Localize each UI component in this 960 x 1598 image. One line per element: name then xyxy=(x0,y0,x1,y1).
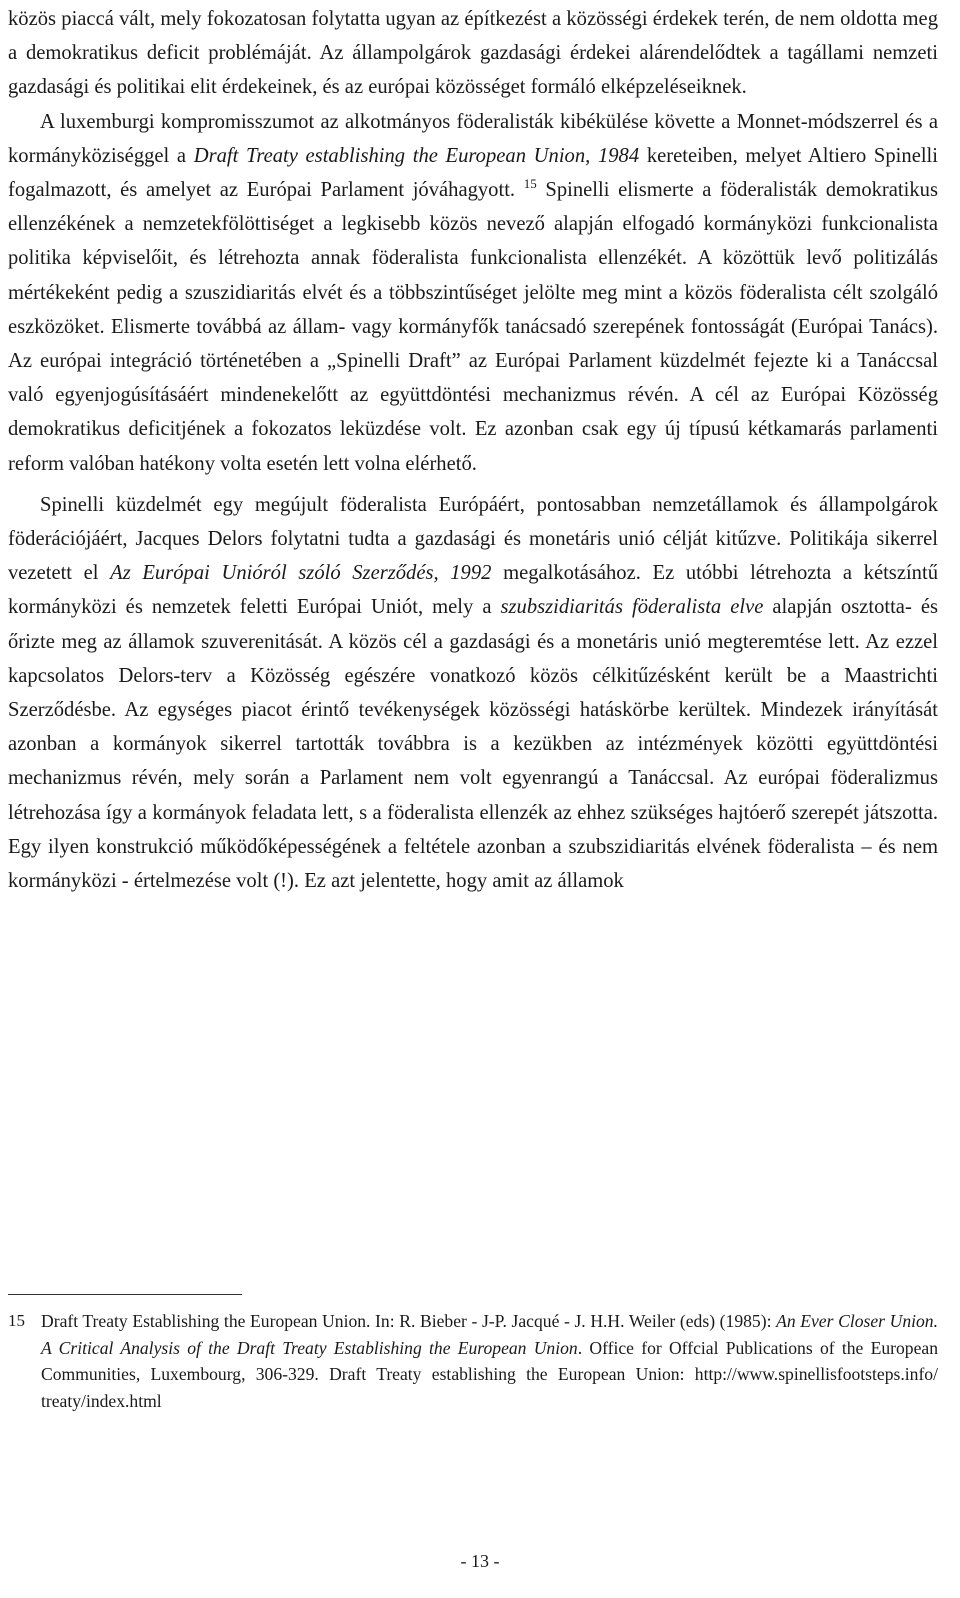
footnote-number: 15 xyxy=(8,1311,25,1330)
subsidiarity-principle-term: szubszidiaritás föderalista elve xyxy=(500,596,764,619)
paragraph-2-text-b: kereteiben, melyet Altiero Spinelli fogalmazott, és amelyet az Európai Parlament jóváhagyott. xyxy=(8,144,938,202)
footnote-separator xyxy=(8,1294,242,1295)
maastricht-treaty-title: Az Európai Unióról szóló Szerződés, 1992 xyxy=(110,562,492,585)
paragraph-3-text-c: alapján osztotta- és őrizte meg az államok szuverenitását. A közös cél a gazdasági és a monetáris unió megteremtése lett. Az ezzel kapcsolatos Delors-terv a Közösség egészére vonatkozó közös célkitűzésként került be a Maastrichti Szerződésbe. Az egységes piacot érintő tevékenységek közösségi hatáskörbe kerültek. Mindezek irányítását azonban a kormányok sikerrel tartották továbbra is a kezükben az intézmények közötti együttdöntési mechanizmus révén, mely során a Parlament nem volt egyenrangú a Tanáccsal. Az európai föderalizmus létrehozása így a kormányok feladata lett, s a föderalista ellenzék az ehhez szükséges hajtóerő szerepét játszotta. Egy ilyen konstrukció működőképességének a feltétele azonban a szubszidiaritás elvének föderalista – és nem kormányközi - értelmezése volt (!). Ez azt jelentette, hogy amit az államok xyxy=(8,596,938,893)
paragraph-2 xyxy=(8,105,938,481)
footnote-reference[interactable]: 15 xyxy=(523,176,537,192)
footnote-text-a: Draft Treaty Establishing the European Union. In: R. Bieber - J-P. Jacqué - J. H.H. Weiler (eds) (1985): xyxy=(41,1311,777,1331)
page-number: - 13 - xyxy=(460,1551,500,1571)
paragraph-1: közös piaccá vált, mely fokozatosan folytatta ugyan az építkezést a közösségi érdekek terén, de nem oldotta meg a demokratikus deficit problémáját. Az állampolgárok gazdasági érdekei alárendelődtek a tagállami nemzeti gazdasági és politikai elit érdekeinek, és az európai közösséget formáló elképzeléseiknek. xyxy=(8,8,938,99)
paragraph-2-text-c: Spinelli elismerte a föderalisták demokratikus ellenzékének a nemzetekfölöttiséget a legkisebb közös nevező alapján elfogadó kormányközi funkcionalista politika képviselőit, és létrehozta annak föderalista funkcionalista ellenzékét. A közöttük levő politizálás mértékeként pedig a szuszidiaritás elvét és a többszintűséget jelölte meg mint a közös föderalista célt szolgáló eszközöket. Elismerte továbbá az állam- vagy kormányfők tanácsadó szerepének fontosságát (Európai Tanács). Az európai integráció történetében a „Spinelli Draft” az Európai Parlament küzdelmét fejezte ki a Tanáccsal való egyenjogúsításáért mindenekelőtt az együttdöntési mechanizmus révén. A cél az Európai Közösség demokratikus deficitjének a fokozatos leküzdése volt. Ez azonban csak egy új típusú kétkamarás parlamenti reform valóban hatékony volta esetén lett volna elérhető. xyxy=(8,179,938,475)
footnote-15 xyxy=(8,1308,938,1414)
body-text xyxy=(8,2,938,898)
footnote-book-title: An Ever Closer Union. A Critical Analysis of the Draft Treaty Establishing the European Union xyxy=(41,1311,938,1358)
paragraph-3-text-a: Spinelli küzdelmét egy megújult föderalista Európáért, pontosabban nemzetállamok és állampolgárok föderációjáért, Jacques Delors folytatni tudta a gazdasági és monetáris unió célját kitűzve. Politikája sikerrel vezetett el xyxy=(8,493,938,585)
paragraph-2-text-a: A luxemburgi kompromisszumot az alkotmányos föderalisták kibékülése követte a Monnet-módszerrel és a kormányköziséggel a xyxy=(8,110,938,167)
footnote-text xyxy=(41,1308,938,1414)
footnote-text-b: . Office for Offcial Publications of the European Communities, Luxembourg, 306-329. Draft Treaty establishing the European Union: http://www.spinellisfootsteps.info/ treaty/index.html xyxy=(41,1337,938,1411)
draft-treaty-title: Draft Treaty establishing the European Union, 1984 xyxy=(193,144,640,167)
paragraph-3 xyxy=(8,488,938,898)
paragraph-3-text-b: megalkotásához. Ez utóbbi létrehozta a kétszíntű kormányközi és nemzetek feletti Európai Uniót, mely a xyxy=(8,562,938,619)
